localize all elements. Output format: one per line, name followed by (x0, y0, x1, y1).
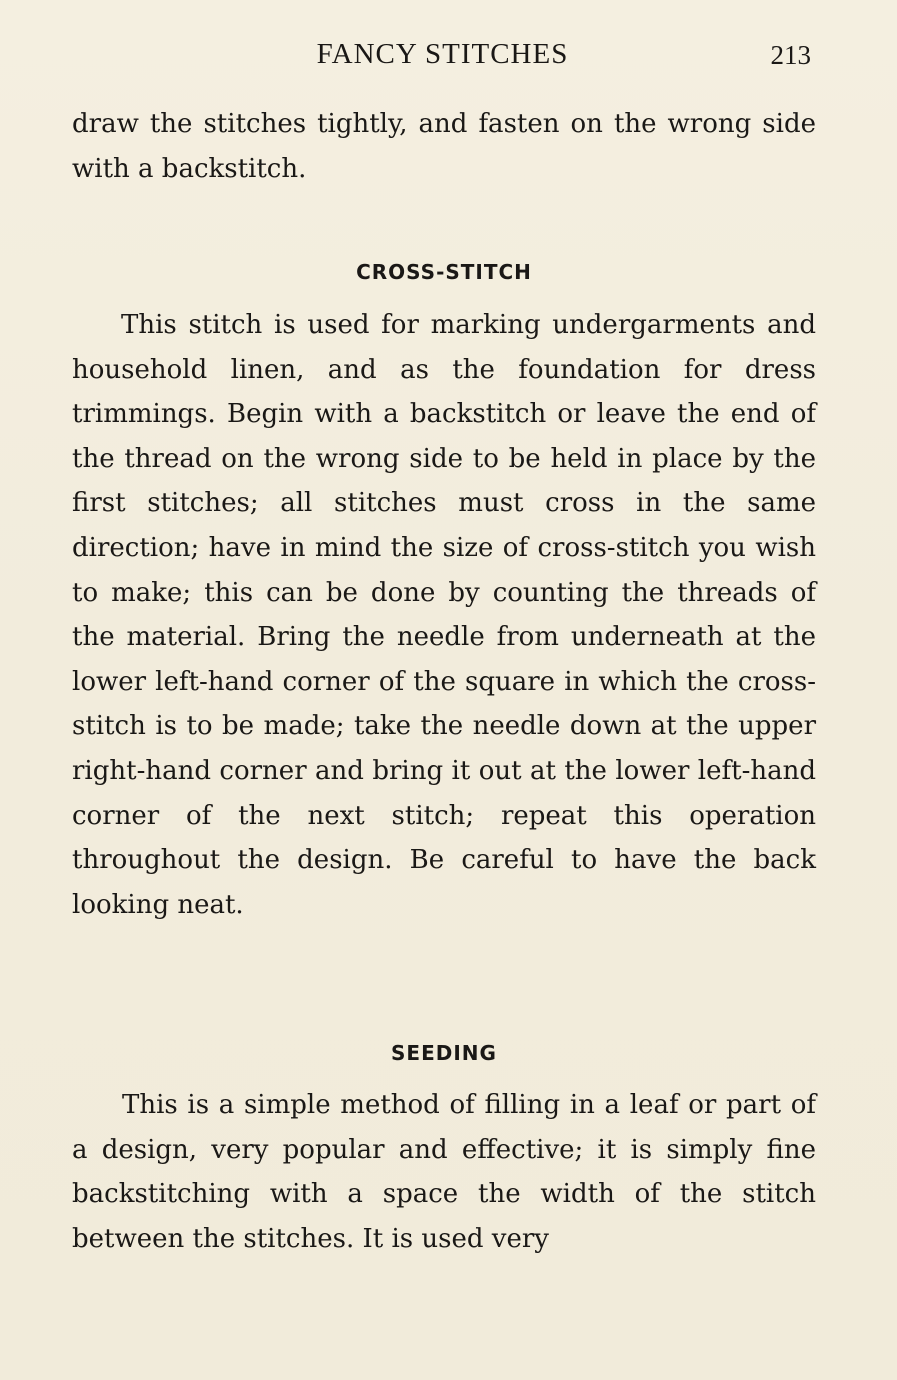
continuation-paragraph: draw the stitches tightly, and fasten on the wrong side with a backstitch. (72, 109, 816, 184)
seeding-paragraph: This is a simple method of filling in a leaf or part of a design, very popular and effective; it is simply fine backstitching with a space the width of the stitch between the stitches. It is used very (72, 1090, 816, 1254)
running-head-title: FANCY STITCHES (316, 38, 569, 70)
cross-stitch-paragraph: This stitch is used for marking undergarments and household linen, and as the foundation for dress trimmings. Begin with a backstitch or leave the end of the thread on the wrong side to be held in place by the first stitches; all stitches must cross in the same direction; have in mind the size of cross-stitch you wish to make; this can be done by counting the threads of the material. Bring the needle from underneath at the lower left-hand corner of the square in which the cross-stitch is to be made; take the needle down at the upper right-hand corner and bring it out at the lower left-hand corner of the next stitch; repeat this operation throughout the design. Be careful to have the back looking neat. (72, 310, 816, 920)
section-heading-seeding: SEEDING (391, 1041, 497, 1065)
page-number: 213 (770, 40, 811, 70)
section-heading-cross-stitch: CROSS-STITCH (356, 260, 532, 284)
running-head (70, 38, 815, 74)
